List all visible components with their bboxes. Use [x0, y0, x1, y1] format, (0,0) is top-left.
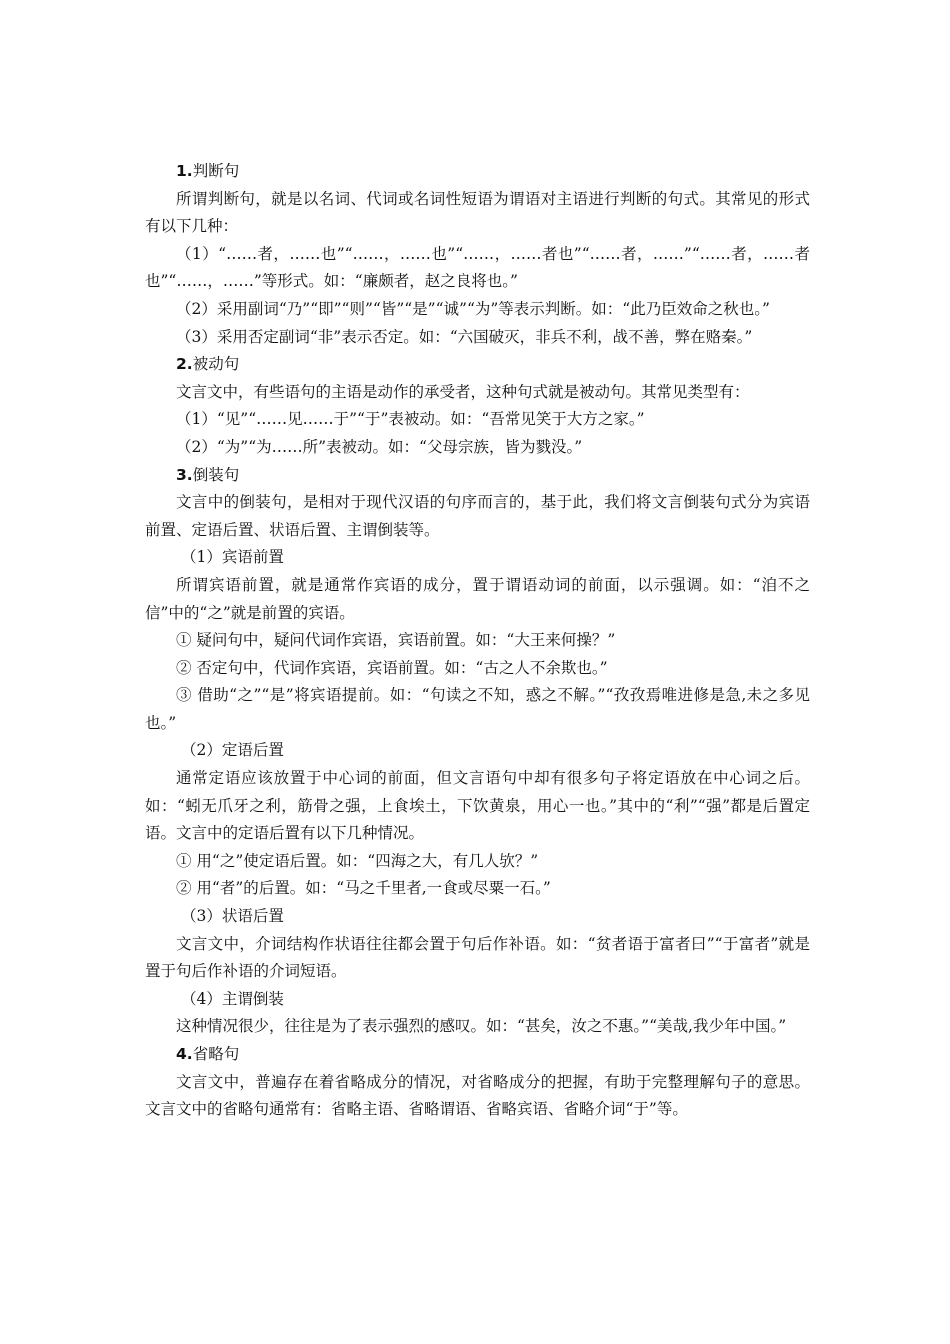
subsection-heading: （2）定语后置 — [181, 741, 284, 760]
section-title: 被动句 — [192, 355, 240, 374]
section-number: 4. — [176, 1045, 193, 1063]
section-number: 3. — [176, 465, 193, 484]
section-title: 倒装句 — [192, 465, 240, 484]
section-heading-ellipsis — [145, 1041, 810, 1069]
section-number: 1. — [176, 162, 193, 180]
list-item: ① 疑问句中，疑问代词作宾语，宾语前置。如：“大王来何操？” — [176, 631, 616, 650]
list-item: （3）采用否定副词“非”表示否定。如：“六国破灭，非兵不利，战不善，弊在赂秦。” — [176, 327, 753, 346]
paragraph: 这种情况很少，往往是为了表示强烈的感叹。如：“甚矣，汝之不惠。”“美哉,我少年中国。” — [176, 1017, 787, 1036]
list-item: （1）“……者，……也”“……，……也”“……，……者也”“……者，……”“……者，……者也”“……，……”等形式。如：“廉颇者，赵之良将也。” — [145, 244, 810, 291]
list-item: ③ 借助“之”“是”将宾语提前。如：“句读之不知，惑之不解。”“孜孜焉唯进修是急,未之多见也。” — [145, 686, 810, 732]
section-title: 省略句 — [192, 1045, 240, 1063]
paragraph: 文言文中，普遍存在着省略成分的情况，对省略成分的把握，有助于完整理解句子的意思。文言文中的省略句通常有：省略主语、省略谓语、省略宾语、省略介词“于”等。 — [145, 1072, 810, 1119]
list-item: ① 用“之”使定语后置。如：“四海之大，有几人欤？” — [176, 851, 539, 870]
section-heading-passive — [145, 351, 810, 379]
section-heading-judgment — [145, 158, 810, 186]
section-title: 判断句 — [192, 162, 240, 180]
list-item: （1）“见”“……见……于”“于”表被动。如：“吾常见笑于大方之家。” — [176, 410, 645, 429]
list-item: ② 用“者”的后置。如：“马之千里者,一食或尽粟一石。” — [176, 879, 551, 898]
subsection-heading: （1）宾语前置 — [181, 548, 284, 567]
list-item: ② 否定句中，代词作宾语，宾语前置。如：“古之人不余欺也。” — [176, 658, 608, 677]
list-item: （2）“为”“为……所”表被动。如：“父母宗族，皆为戮没。” — [176, 437, 583, 456]
paragraph: 所谓判断句，就是以名词、代词或名词性短语为谓语对主语进行判断的句式。其常见的形式有以下几种： — [145, 189, 810, 236]
paragraph: 所谓宾语前置，就是通常作宾语的成分，置于谓语动词的前面，以示强调。如：“洎不之信”中的“之”就是前置的宾语。 — [145, 575, 810, 622]
section-number: 2. — [176, 355, 193, 374]
list-item: （2）采用副词“乃”“即”“则”“皆”“是”“诚”“为”等表示判断。如：“此乃臣效命之秋也。” — [176, 299, 770, 318]
section-heading-inversion — [145, 462, 810, 490]
subsection-heading: （4）主谓倒装 — [181, 989, 284, 1008]
paragraph: 文言文中，介词结构作状语往往都会置于句后作补语。如：“贫者语于富者曰”“于富者”就是置于句后作补语的介词短语。 — [145, 934, 810, 981]
paragraph: 通常定语应该放置于中心词的前面，但文言语句中却有很多句子将定语放在中心词之后。如：“蚓无爪牙之利，筋骨之强，上食埃土，下饮黄泉，用心一也。”其中的“利”“强”都是后置定语。文言中的定语后置有以下几种情况。 — [145, 769, 810, 843]
subsection-heading: （3）状语后置 — [181, 907, 284, 926]
paragraph: 文言中的倒装句，是相对于现代汉语的句序而言的，基于此，我们将文言倒装句式分为宾语前置、定语后置、状语后置、主谓倒装等。 — [145, 493, 810, 539]
paragraph: 文言文中，有些语句的主语是动作的承受者，这种句式就是被动句。其常见类型有： — [176, 382, 750, 401]
document-body — [145, 158, 810, 1124]
